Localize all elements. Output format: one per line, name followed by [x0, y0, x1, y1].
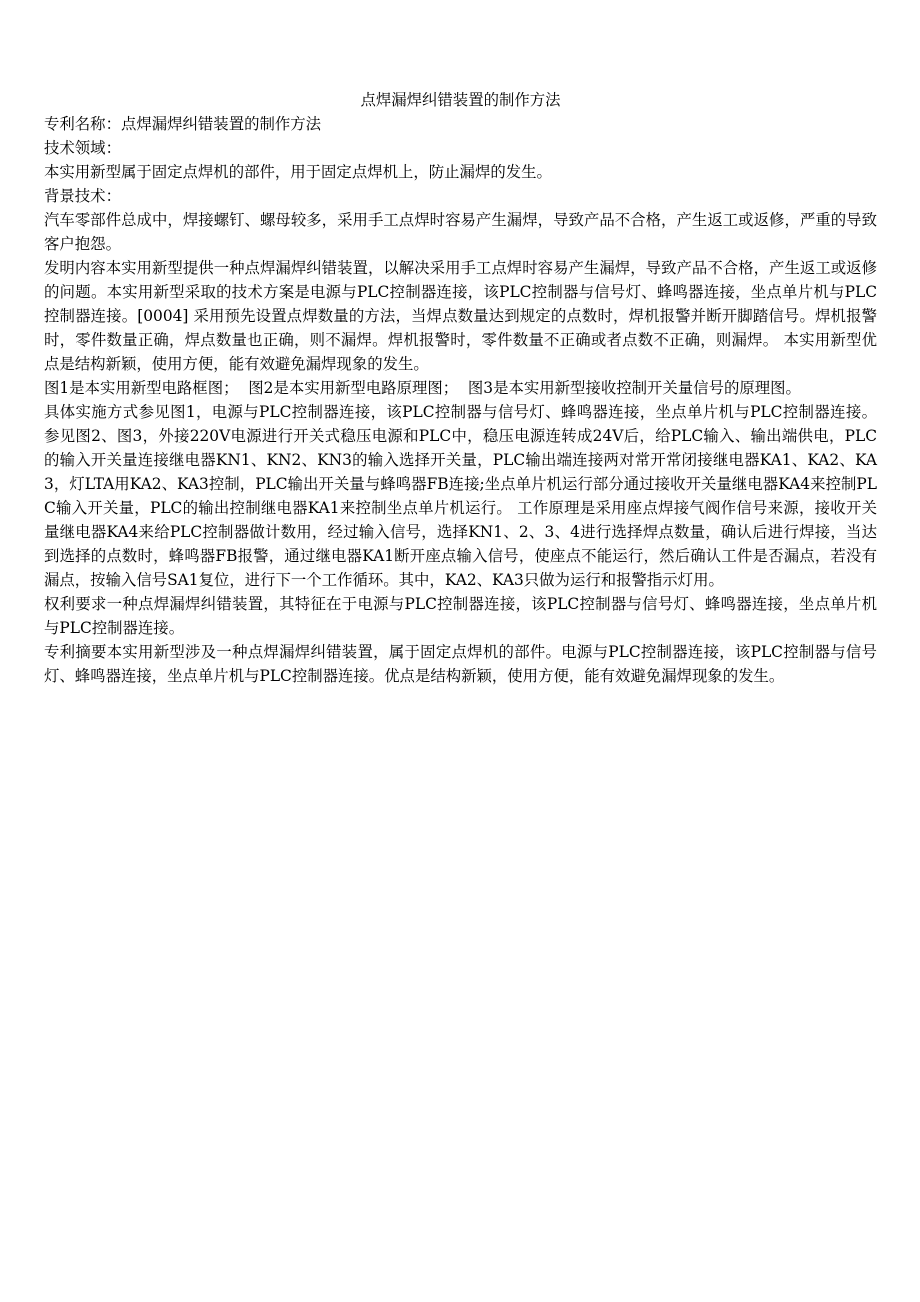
claims-paragraph: 权利要求一种点焊漏焊纠错装置，其特征在于电源与PLC控制器连接，该PLC控制器与信号灯、蜂鸣器连接，坐点单片机与PLC控制器连接。 — [44, 595, 877, 637]
document-page — [44, 88, 877, 688]
technical-field-text: 本实用新型属于固定点焊机的部件，用于固定点焊机上，防止漏焊的发生。 — [44, 163, 552, 181]
invention-content-paragraph: 发明内容本实用新型提供一种点焊漏焊纠错装置，以解决采用手工点焊时容易产生漏焊，导致产品不合格，产生返工或返修的问题。本实用新型采取的技术方案是电源与PLC控制器连接，该PLC控制器与信号灯、蜂鸣器连接，坐点单片机与PLC控制器连接。[0004] 采用预先设置点焊数量的方法，当焊点数量达到规定的点数时，焊机报警并断开脚踏信号。焊机报警时，零件数量正确，焊点数量也正确，则不漏焊。焊机报警时，零件数量不正确或者点数不正确，则漏焊。 本实用新型优点是结构新颖，使用方便，能有效避免漏焊现象的发生。 — [44, 259, 877, 373]
background-heading: 背景技术： — [44, 187, 121, 205]
patent-name-line: 专利名称：点焊漏焊纠错装置的制作方法 — [44, 115, 322, 133]
document-title: 点焊漏焊纠错装置的制作方法 — [360, 91, 561, 109]
figure-descriptions: 图1是本实用新型电路框图； 图2是本实用新型电路原理图； 图3是本实用新型接收控制开关量信号的原理图。 — [44, 379, 801, 397]
technical-field-heading: 技术领域： — [44, 139, 121, 157]
abstract-paragraph: 专利摘要本实用新型涉及一种点焊漏焊纠错装置，属于固定点焊机的部件。电源与PLC控制器连接，该PLC控制器与信号灯、蜂鸣器连接，坐点单片机与PLC控制器连接。优点是结构新颖，使用方便，能有效避免漏焊现象的发生。 — [44, 643, 877, 685]
background-text: 汽车零部件总成中，焊接螺钉、螺母较多，采用手工点焊时容易产生漏焊，导致产品不合格，产生返工或返修，严重的导致客户抱怨。 — [44, 211, 877, 253]
embodiment-paragraph: 具体实施方式参见图1，电源与PLC控制器连接，该PLC控制器与信号灯、蜂鸣器连接，坐点单片机与PLC控制器连接。 参见图2、图3，外接220V电源进行开关式稳压电源和PLC中，稳压电源连转成24V后，给PLC输入、输出端供电，PLC的输入开关量连接继电器KN1、KN2、KN3的输入选择开关量，PLC输出端连接两对常开常闭接继电器KA1、KA2、KA3，灯LTA用KA2、KA3控制，PLC输出开关量与蜂鸣器FB连接;坐点单片机运行部分通过接收开关量继电器KA4来控制PLC输入开关量，PLC的输出控制继电器KA1来控制坐点单片机运行。 工作原理是采用座点焊接气阀作信号来源，接收开关量继电器KA4来给PLC控制器做计数用，经过输入信号，选择KN1、2、3、4进行选择焊点数量，确认后进行焊接，当达到选择的点数时，蜂鸣器FB报警，通过继电器KA1断开座点输入信号，使座点不能运行，然后确认工件是否漏点，若没有漏点，按输入信号SA1复位，进行下一个工作循环。其中，KA2、KA3只做为运行和报警指示灯用。 — [44, 403, 877, 589]
